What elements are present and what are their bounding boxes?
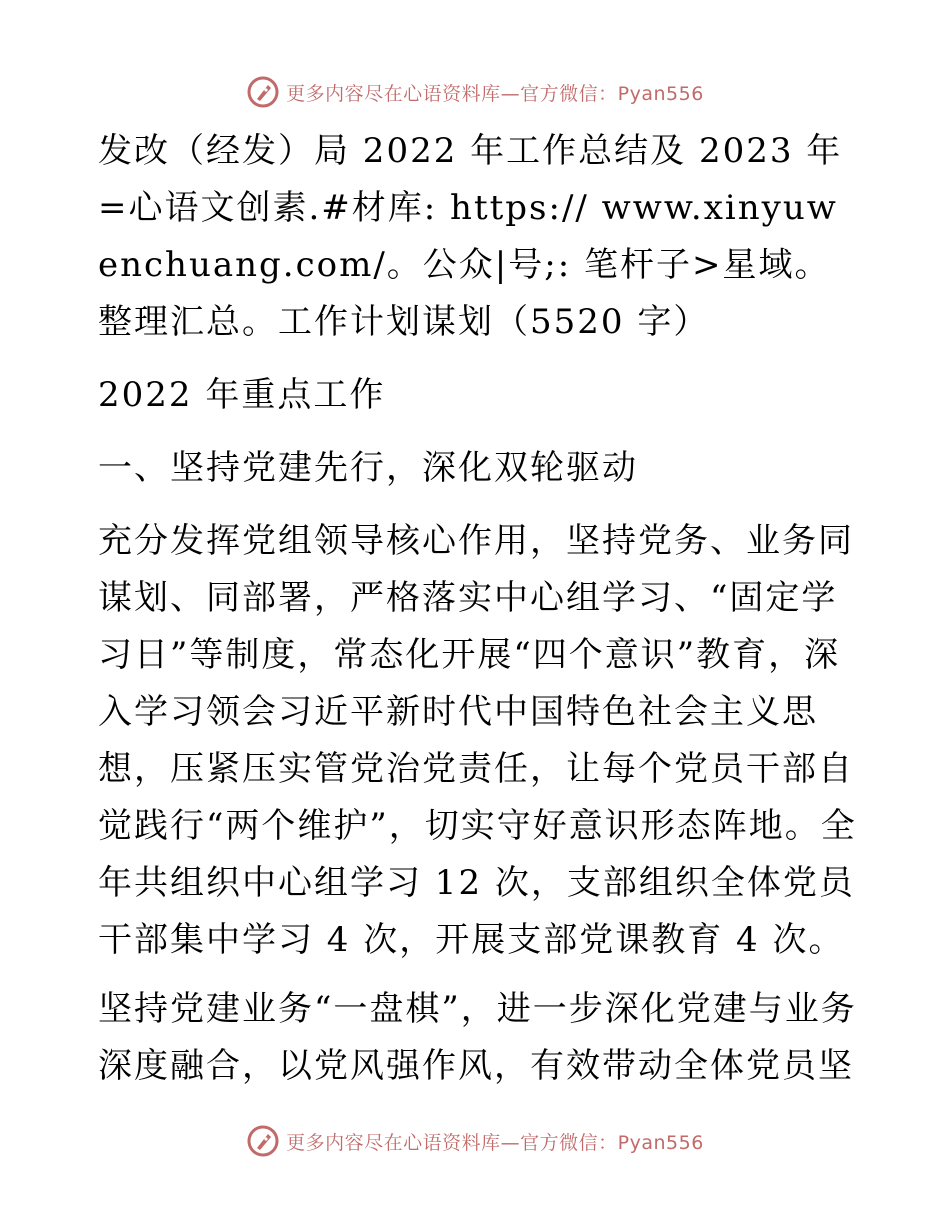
- watermark-text: 更多内容尽在心语资料库—官方微信：Pyan556: [286, 1131, 704, 1154]
- pen-nib-logo-icon: [246, 75, 280, 109]
- watermark-text: 更多内容尽在心语资料库—官方微信：Pyan556: [286, 82, 704, 105]
- watermark-footer: [0, 1121, 950, 1161]
- pen-nib-logo-icon: [246, 1124, 280, 1158]
- document-body: [98, 123, 858, 1095]
- watermark-header: [0, 72, 950, 112]
- heading-2022-key-work: 2022 年重点工作: [98, 375, 386, 415]
- paragraph-1: 充分发挥党组领导核心作用，坚持党务、业务同谋划、同部署，严格落实中心组学习、“固定学习日”等制度，常态化开展“四个意识”教育，深入学习领会习近平新时代中国特色社会主义思想，压紧压实管党治党责任，让每个党员干部自觉践行“两个维护”，切实守好意识形态阵地。全年共组织中心组学习 12 次，支部组织全体党员干部集中学习 4 次，开展支部党课教育 4 次。: [98, 521, 857, 960]
- section-1-title: 一、坚持党建先行，深化双轮驱动: [98, 448, 638, 488]
- document-intro: 发改（经发）局 2022 年工作总结及 2023 年=心语文创素.#材库: https:// www.xinyuwenchuang.com/。公众|号;: 笔杆子>星域。整理汇总。工作计划谋划（5520 字）: [98, 131, 843, 342]
- watermark-footer-inner: [246, 1124, 704, 1158]
- paragraph-2: 坚持党建业务“一盘棋”，进一步深化党建与业务深度融合，以党风强作风，有效带动全体党员坚: [98, 989, 857, 1086]
- watermark-header-inner: [246, 75, 704, 109]
